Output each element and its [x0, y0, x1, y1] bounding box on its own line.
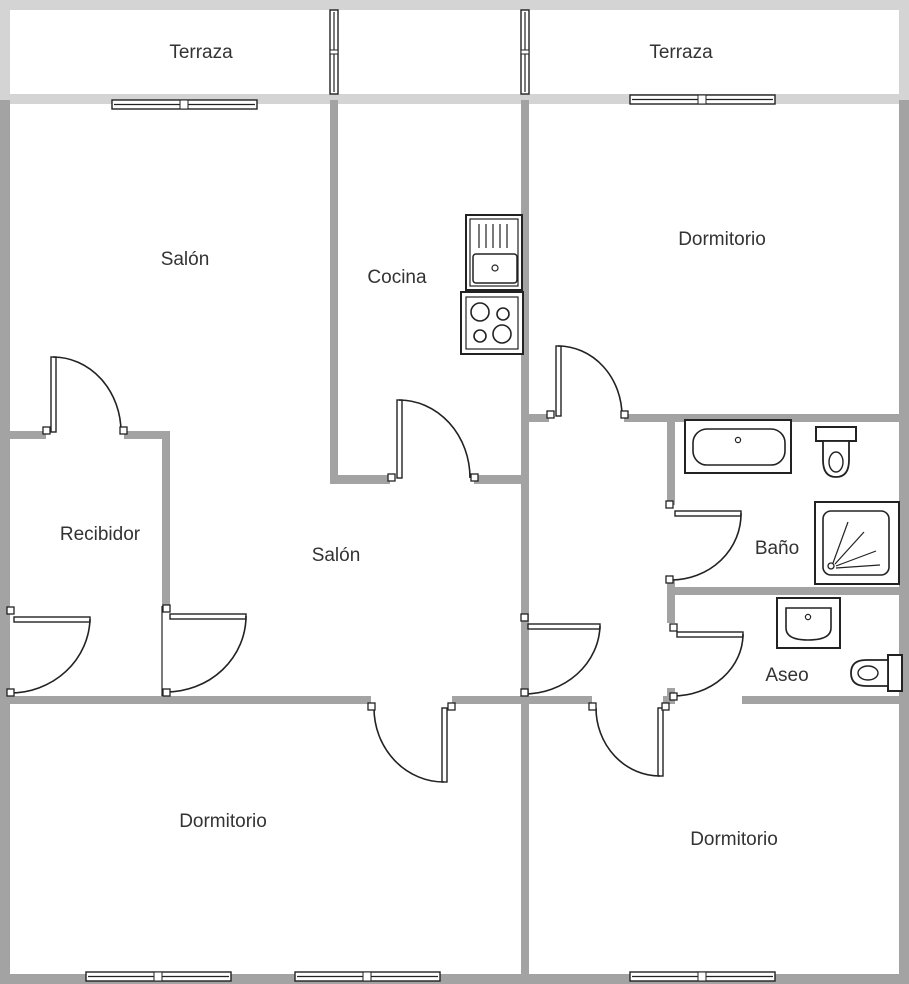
door-cocina [388, 400, 478, 481]
room-label-salon-top: Salón [160, 249, 210, 270]
door-bano [666, 501, 741, 583]
door-dormitorio-bottom-left [368, 703, 455, 782]
washbasin-aseo-icon [777, 598, 840, 648]
room-label-salon-middle: Salón [311, 545, 361, 566]
terrace-walls [0, 0, 909, 104]
room-label-cocina: Cocina [367, 267, 427, 288]
window-bottom-left-1 [86, 972, 231, 981]
toilet-aseo-icon [851, 655, 902, 691]
door-entrada [7, 607, 90, 696]
terrace-slider-left [330, 10, 338, 94]
door-dormitorio-top [547, 346, 628, 418]
room-label-bano: Baño [754, 538, 800, 559]
room-label-dormitorio-bottom-left: Dormitorio [179, 811, 267, 832]
window-bottom-right [630, 972, 775, 981]
room-label-terraza-right: Terraza [649, 42, 713, 63]
bathtub-icon [685, 420, 791, 473]
toilet-bano-icon [816, 427, 856, 477]
shower-icon [815, 502, 899, 584]
door-recibidor-salon [43, 357, 127, 434]
sink-icon [466, 215, 522, 290]
window-salon-top [112, 100, 257, 109]
window-bottom-left-2 [295, 972, 440, 981]
room-label-terraza-left: Terraza [169, 42, 233, 63]
room-label-recibidor: Recibidor [59, 524, 141, 545]
door-dormitorio-bottom-right [589, 703, 669, 776]
cooktop-icon [461, 292, 523, 354]
room-label-dormitorio-bottom-right: Dormitorio [690, 829, 778, 850]
door-recibidor-right [162, 605, 246, 696]
room-label-dormitorio-top-right: Dormitorio [678, 229, 766, 250]
terrace-slider-right [521, 10, 529, 94]
door-aseo [670, 624, 743, 700]
room-label-aseo: Aseo [765, 665, 809, 686]
door-pasillo [521, 614, 600, 696]
window-dormitorio-top [630, 95, 775, 104]
